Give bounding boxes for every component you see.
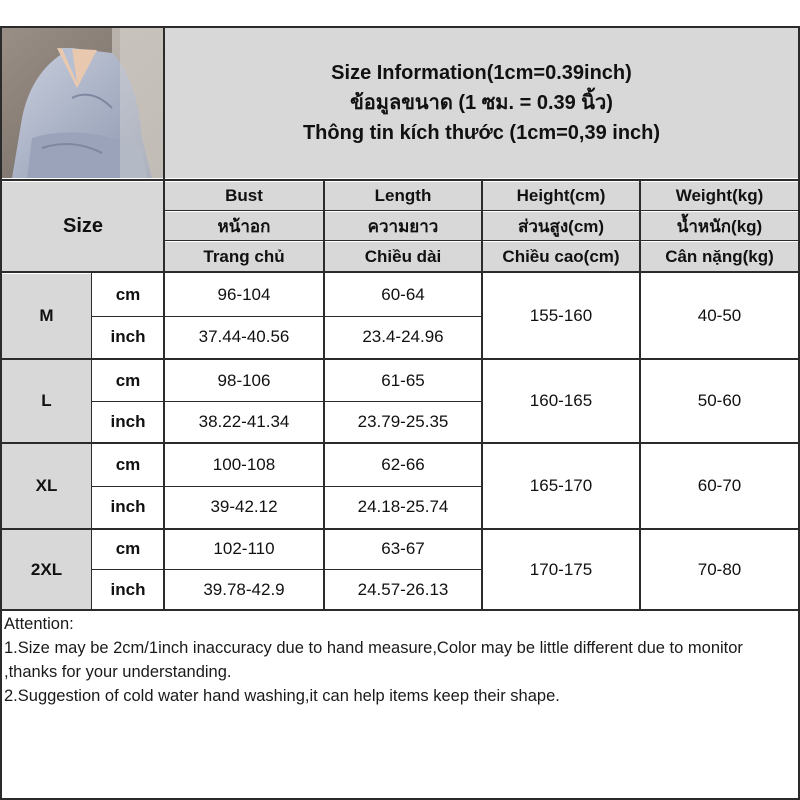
bust-cm-value: 100-108: [212, 455, 276, 474]
product-photo: [2, 28, 164, 178]
attention-notes: [4, 612, 794, 708]
weight-value: 60-70: [697, 476, 742, 495]
weight-header-th: น้ำหนัก(kg): [641, 212, 798, 240]
unit-cm: cm: [115, 455, 141, 474]
length-inch-value: 24.18-25.74: [357, 497, 449, 516]
bust-header-vi: Trang chủ: [165, 242, 323, 271]
weight-value: 50-60: [697, 391, 742, 410]
height-value: 165-170: [529, 476, 593, 495]
weight-header-en: Weight(kg): [641, 182, 798, 210]
bust-cm-value: 96-104: [217, 285, 271, 304]
length-inch-value: 23.79-25.35: [357, 411, 449, 431]
title-english: Size Information(1cm=0.39inch): [331, 62, 632, 84]
grid-line: [0, 271, 800, 273]
bust-header-th: หน้าอก: [165, 212, 323, 240]
unit-inch: inch: [110, 497, 146, 516]
grid-line: [163, 26, 165, 609]
bust-inch-value: 37.44-40.56: [198, 327, 290, 346]
notes-line-1: 1.Size may be 2cm/1inch inaccuracy due to hand measure,Color may be little different due to monitor ,thanks for your understanding.: [4, 639, 743, 681]
bust-header-en: Bust: [165, 182, 323, 210]
size-label-l: L: [2, 360, 91, 442]
height-header-vi: Chiều cao(cm): [483, 242, 639, 271]
grid-line: [639, 181, 641, 609]
grid-line: [92, 569, 481, 570]
bust-cm-value: 102-110: [213, 539, 275, 558]
notes-heading: Attention:: [4, 615, 74, 633]
grid-line: [0, 179, 800, 181]
unit-inch: inch: [110, 579, 146, 599]
unit-cm: cm: [115, 539, 141, 558]
title-vietnamese: Thông tin kích thước (1cm=0,39 inch): [302, 122, 661, 144]
bust-cm-value: 98-106: [217, 370, 271, 390]
grid-line: [0, 528, 800, 530]
length-header-en: Length: [325, 182, 481, 210]
grid-line: [0, 358, 800, 360]
unit-inch: inch: [110, 411, 146, 431]
weight-value: 40-50: [697, 306, 742, 325]
length-cm-value: 63-67: [381, 539, 425, 558]
title-block: [165, 28, 798, 178]
length-inch-value: 24.57-26.13: [357, 579, 449, 599]
bust-inch-value: 39.78-42.9: [203, 579, 285, 599]
grid-line: [91, 273, 92, 609]
height-value: 155-160: [529, 306, 593, 325]
weight-header-vi: Cân nặng(kg): [641, 242, 798, 271]
size-label-2xl: 2XL: [2, 530, 91, 609]
bust-inch-value: 39-42.12: [210, 497, 278, 516]
notes-line-2: 2.Suggestion of cold water hand washing,it can help items keep their shape.: [4, 687, 560, 705]
unit-inch: inch: [110, 327, 146, 346]
unit-cm: cm: [115, 370, 141, 390]
height-header-en: Height(cm): [483, 182, 639, 210]
grid-line: [0, 442, 800, 444]
grid-line: [92, 486, 481, 487]
unit-cm: cm: [115, 285, 141, 304]
grid-line: [92, 401, 481, 402]
grid-line: [0, 26, 800, 28]
length-cm-value: 62-66: [381, 455, 425, 474]
title-thai: ข้อมูลขนาด (1 ซม. = 0.39 นิ้ว): [350, 92, 613, 114]
grid-line: [0, 609, 800, 611]
length-inch-value: 23.4-24.96: [362, 327, 444, 346]
height-value: 160-165: [529, 391, 593, 410]
height-value: 170-175: [529, 559, 593, 579]
bust-inch-value: 38.22-41.34: [198, 411, 290, 431]
grid-line: [0, 26, 2, 800]
length-header-th: ความยาว: [325, 212, 481, 240]
grid-line: [481, 181, 483, 609]
size-label-xl: XL: [2, 444, 91, 528]
length-header-vi: Chiều dài: [325, 242, 481, 271]
size-label-m: M: [2, 274, 91, 358]
size-header: Size: [2, 182, 164, 271]
length-cm-value: 60-64: [381, 285, 425, 304]
height-header-th: ส่วนสูง(cm): [483, 212, 639, 240]
grid-line: [92, 316, 481, 317]
length-cm-value: 61-65: [381, 370, 425, 390]
weight-value: 70-80: [697, 559, 742, 579]
grid-line: [323, 181, 325, 609]
